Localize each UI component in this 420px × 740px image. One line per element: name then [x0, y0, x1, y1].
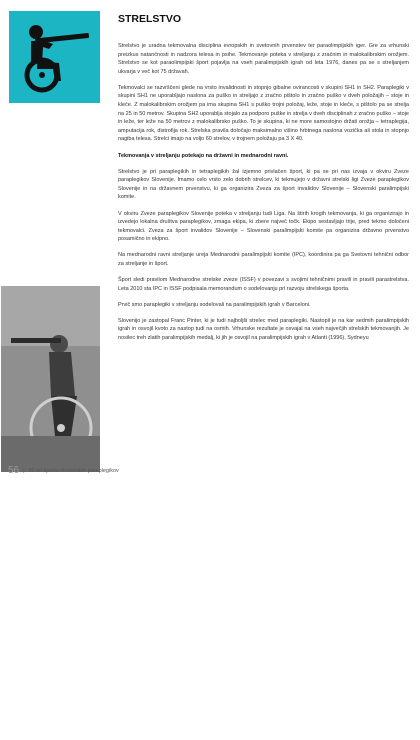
page-footer	[8, 465, 119, 476]
shooter-photo	[1, 286, 100, 740]
page-title: STRELSTVO	[118, 13, 182, 25]
footer-text: 50 let športa slovenskih paraplegikov	[28, 467, 119, 474]
shooter-illustration	[1, 286, 100, 472]
paragraph-intro: Strelstvo je uradna tekmovalna disciplina evropskih in svetovnih prvenstev ter paraolimpijskih iger. Gre za vrhunski preizkus natančnosti in nadzora telesa in psihe. Tekmovanje poteka v streljanju z zračnim in malokalibrskim orožjem. Strelstvo se kot paraolimpijski šport pojavlja na vseh paralimpijskih igrah od leta 1976, danes pa se s streljanjem ukvarja v več kot 75 državah.	[118, 43, 409, 75]
shooting-wheelchair-icon	[9, 11, 100, 103]
paragraph-issf: Šport sledi pravilom Mednarodne strelske zveze (ISSF) v povezavi s svojimi tehničnimi pravili in pravili parastrelstva. Leta 2010 sta IPC in ISSF podpisala memorandum o sodelovanju pri razvoju strelskega športa.	[118, 277, 409, 292]
photo-caption: Ostro oko in mirna roka strelca s pištolo	[5, 727, 85, 740]
paragraph-highlight: Tekmovanja v streljanju potekajo na državni in mednarodni ravni.	[118, 152, 289, 159]
article-body	[118, 42, 409, 350]
page-number: 56	[8, 465, 20, 476]
paragraph-slovenia: Strelstvo je pri paraplegikih in tetraplegikih žal izjemno privlačen šport, ki pa se pri nas izvaja v okviru Zveze paraplegikov Slovenije. Imamo celo vrsto zelo dobrih strelcev, ki tekmujejo v državni strelski ligi Zveze paraplegikov Slovenije in na državnem prvenstvu, ki ga organizira Zveza za šport invalidov Slovenije – Slovenski paralimpijski komite.	[118, 168, 409, 201]
paragraph-barcelona: Prvič smo paraplegiki v streljanju sodelovali na paralimpijskih igrah v Barceloni.	[118, 301, 311, 308]
paragraph-classes: Tekmovalci se razvrščeni glede na vrsto invalidnosti in stopnjo gibalne ovirancosti v skupini SH1 in SH2. Paraplegiki v skupini SH1 ne uporabljajo naslona za puško in streljajo z zračno pištolo in zračno puško v dveh položajih – stoje in kleče. Z malokalibrskim orožjem pa ima skupina SH1 s puško trojni položaj, leže, stoje in kleče, s pištolo pa se strelja na 25 in 50 metrov. Skupina SH2 uporablja stojalo za podporo puške in strelja v dveh disciplinah z zračno puško – stoje in leže, ter leže na 50 metrov z malokalibrsko puško. To je skupina, ki ne more samostojno držati orožja – tetraplegija, amputacija rok, distrofija rok. Strelska pravila določajo maksimalno višino hrbtnega naslona vozička ali stola in stopnjo nagiba telesa. Strelci imajo na voljo 60 strelov, v trojnem položaju pa 3 X 40.	[118, 84, 409, 143]
footer-separator: |	[23, 467, 25, 474]
paragraph-pinter: Slovenijo je zastopal Franc Pinter, ki je tudi najboljši strelec med paraplegiki. Nastopil je na kar sedmih paralimpijskih igrah in osvojil kvoto za nastop tudi na osmih. Vrhunske rezultate je osvajal na vseh največjih strelskih tekmovanjih. Je nosilec treh zlatih paralimpijskih medalj, ki jih je osvojil na paralimpijskih igrah v Atlanti (1996), Sydneyu	[118, 317, 409, 342]
paragraph-ipc: Na mednarodni ravni streljanje ureja Mednarodni paralimpijski komite (IPC), koordinira pa ga Svetovni tehnični odbor za streljanje in šport.	[118, 252, 409, 267]
shooting-pictogram-icon	[9, 11, 100, 103]
paragraph-league: V okviru Zveze paraplegikov Slovenije poteka v streljanju tudi Liga. Na štirih krogih tekmovanja, ki ga organizirajo in izvedejo lokalna društva paraplegikov, zmaga ekipa, ki zbere največ točk. Ekipo sestavljajo trije, pred tekmo določeni tekmovalci. Zveza za šport invalidov Slovenije – Slovenski paralimpijski komite pa organizira državno prvenstvo posamično in ekipno.	[118, 210, 409, 243]
